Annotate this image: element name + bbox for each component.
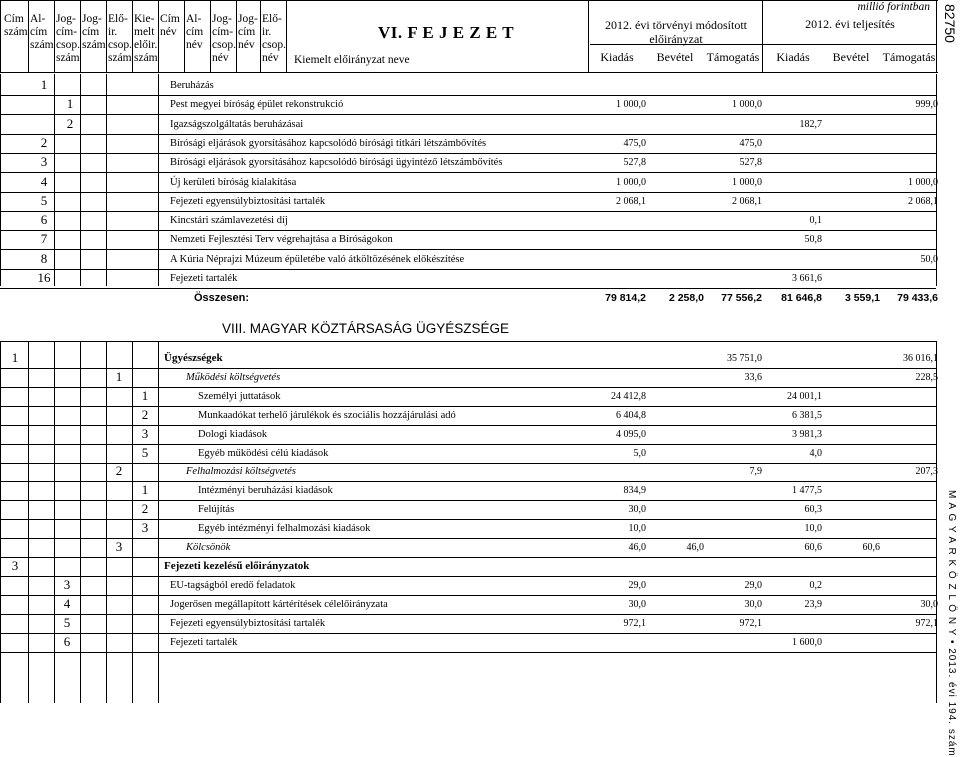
cell-value: 475,0 [623,137,646,149]
group-rule [590,44,936,45]
row-label: Beruházás [170,80,214,91]
cell-value: 1 000,0 [732,99,762,111]
row-index: 4 [40,173,48,189]
row-rule [0,595,936,596]
row-label: Pest megyei bíróság épület rekonstrukció [170,99,344,111]
cell-value: 10,0 [804,523,822,535]
row-index: 1 [11,350,19,365]
row-index: 1 [141,482,149,498]
cell-value: 7,9 [749,466,762,478]
row-label: EU-tagságból eredő feladatok [170,579,296,591]
cell-value: 972,1 [623,617,646,629]
cell-value: 36 016,1 [903,353,938,364]
cell-value: 24 001,1 [787,390,822,402]
cell-value: 60,3 [804,504,822,516]
row-index: 1 [115,368,123,384]
cell-value: 29,0 [744,579,762,591]
cell-value: 527,8 [623,157,646,169]
header-col-label: Elő- ir. csop. szám [108,13,132,64]
cell-value: 60,6 [804,542,822,553]
row-index: 3 [115,539,123,554]
row-label: Bírósági eljárások gyorsításához kapcsolódó bírósági titkári létszámbővítés [170,137,487,149]
row-label: Dologi kiadások [198,428,268,440]
total-value: 81 646,8 [781,292,822,304]
cell-value: 46,0 [628,542,646,553]
column-rule [106,0,107,72]
row-label: Kincstári számlavezetési díj [170,215,288,227]
cell-value: 207,3 [915,466,938,478]
cell-value: 0,2 [809,579,822,591]
header-col-label: Kie- melt előir. szám [134,13,158,64]
cell-value: 4 095,0 [616,428,646,440]
cell-value: 30,0 [628,598,646,610]
row-label: Működési költségvetés [186,371,281,383]
cell-value: 50,0 [920,253,938,265]
column-rule [132,0,133,72]
side-journal-text: M A G Y A R K Ö Z L Ö N Y • 2013. évi 194. szám [946,490,957,757]
column-rule [106,341,107,703]
row-index: 3 [40,154,48,170]
cell-value: 2 068,1 [732,195,762,207]
header-col-label: Al- cím név [186,13,204,51]
cell-value: 2 068,1 [908,195,938,207]
row-index: 7 [40,231,48,247]
row-rule [0,153,936,154]
row-label: A Kúria Néprajzi Múzeum épületébe való átköltözésének előkészítése [170,253,465,265]
column-rule [158,0,159,72]
column-rule [28,0,29,72]
row-index: 3 [63,576,71,592]
cell-value: 527,8 [739,157,762,169]
page-number: 82750 [942,4,958,43]
header-col-label: Elő- ir. csop. név [262,13,286,64]
row-rule [0,444,936,445]
total-label: Összesen: [194,292,250,304]
cell-value: 1 600,0 [792,636,822,648]
cell-value: 972,1 [739,617,762,629]
column-rule [80,341,81,703]
row-rule [0,288,936,289]
row-rule [0,557,936,558]
row-label: Ügyészségek [164,352,223,364]
cell-value: 834,9 [623,485,646,497]
cell-value: 3 981,3 [792,428,822,440]
row-index: 1 [66,96,74,112]
row-rule [0,114,936,115]
cell-value: 6 404,8 [616,409,646,421]
row-rule [0,406,936,407]
unit-label: millió forintban [857,1,930,13]
row-index: 4 [63,595,71,611]
row-label: Egyéb működési célú kiadások [198,447,329,459]
cell-value: 30,0 [920,598,938,610]
row-label: Intézményi beruházási kiadások [198,485,333,497]
row-rule [0,633,936,634]
row-label: Személyi juttatások [198,390,281,402]
cell-value: 5,0 [633,447,646,459]
row-index: 3 [141,425,149,441]
row-index: 6 [63,633,71,649]
cell-value: 1 000,0 [616,99,646,111]
row-label: Fejezeti egyensúlybiztosítási tartalék [170,617,326,629]
sub-header-label: Támogatás [882,50,936,64]
row-label: Fejezeti tartalék [170,273,238,284]
row-index: 3 [141,520,149,536]
row-rule [0,230,936,231]
row-label: Felújítás [198,504,235,516]
row-index: 2 [66,115,74,131]
row-index: 2 [141,406,149,422]
cell-value: 60,6 [862,542,880,553]
row-rule [0,368,936,369]
column-rule [588,0,589,72]
row-rule [0,249,936,250]
row-rule [0,387,936,388]
column-rule [28,341,29,703]
section-title: VIII. MAGYAR KÖZTÁRSASÁG ÜGYÉSZSÉGE [222,321,510,336]
row-label: Egyéb intézményi felhalmozási kiadások [198,523,371,535]
column-rule [54,0,55,72]
header-col-label: Al- cím szám [30,13,54,51]
row-label: Új kerületi bíróság kialakítása [170,176,297,188]
column-rule [184,0,185,72]
column-rule [80,74,81,286]
row-index: 2 [40,134,48,150]
row-label: Kölcsönök [186,542,231,553]
row-label: Igazságszolgáltatás beruházásai [170,118,304,130]
cell-value: 1 000,0 [908,176,938,188]
section-top-rule [0,341,936,342]
row-rule [0,269,936,270]
cell-value: 2 068,1 [616,195,646,207]
column-rule [236,0,237,72]
row-index: 5 [63,614,71,630]
header-col-label: Jog- cím szám [82,13,106,51]
column-rule [158,341,159,703]
column-rule [54,74,55,286]
sub-header-label: Bevétel [832,50,870,64]
row-rule [0,134,936,135]
column-rule [260,0,261,72]
cell-value: 23,9 [804,598,822,610]
column-rule [80,0,81,72]
header-col-label: Jog- cím- csop. szám [56,13,80,64]
cell-value: 999,0 [915,99,938,111]
row-rule [0,500,936,501]
cell-value: 46,0 [686,542,704,553]
cell-value: 10,0 [628,523,646,535]
row-index: 6 [40,212,48,228]
sub-header-label: Kiadás [600,50,634,64]
column-rule [106,74,107,286]
column-rule [0,0,1,72]
row-rule [0,95,936,96]
group1-label: 2012. évi törvényi módosított előirányzat [605,18,747,46]
total-value: 77 556,2 [721,292,762,304]
row-index: 5 [141,444,149,460]
row-rule [0,614,936,615]
row-index: 3 [11,557,19,573]
row-label: Jogerősen megállapított kártérítések célelőirányzata [170,598,388,610]
group2-label: 2012. évi teljesítés [805,17,895,31]
sub-header-label: Támogatás [706,50,760,64]
row-label: Fejezeti kezelésű előirányzatok [164,559,310,572]
top-rule [0,0,938,1]
cell-value: 228,5 [915,371,938,383]
column-rule [132,341,133,703]
column-rule [0,341,1,703]
total-value: 3 559,1 [844,292,880,304]
column-rule [0,74,1,286]
row-rule [0,538,936,539]
kiemelt-label: Kiemelt előirányzat neve [294,54,410,66]
row-label: Nemzeti Fejlesztési Terv végrehajtása a Bíróságokon [170,234,393,246]
sub-header-label: Bevétel [656,50,694,64]
row-index: 1 [141,387,149,403]
cell-value: 30,0 [628,504,646,516]
column-rule [210,0,211,72]
row-rule [0,519,936,520]
row-rule [0,425,936,426]
header-col-label: Cím név [160,13,180,38]
row-index: 16 [37,270,51,285]
row-rule [0,172,936,173]
cell-value: 0,1 [809,215,822,227]
row-index: 2 [141,501,149,517]
column-rule [936,0,937,72]
cell-value: 6 381,5 [792,409,822,421]
header-bottom-rule [0,72,938,73]
cell-value: 50,8 [804,234,822,246]
cell-value: 24 412,8 [611,390,646,402]
cell-value: 1 477,5 [792,485,822,497]
cell-value: 4,0 [809,447,822,459]
row-label: Bírósági eljárások gyorsításához kapcsolódó bírósági ügyintéző létszámbővítés [170,157,503,169]
row-rule [0,481,936,482]
row-rule [0,652,936,653]
header-col-label: Jog- cím név [238,13,258,51]
row-label: Felhalmozási költségvetés [186,466,296,478]
total-value: 79 814,2 [605,292,646,304]
row-rule [0,576,936,577]
cell-value: 29,0 [628,579,646,591]
sub-header-label: Kiadás [776,50,810,64]
row-label: Fejezeti tartalék [170,636,238,648]
column-rule [158,74,159,286]
total-value: 79 433,6 [897,292,938,304]
row-index: 2 [115,463,123,479]
column-rule [54,341,55,703]
cell-value: 3 661,6 [792,273,822,284]
cell-value: 1 000,0 [732,176,762,188]
row-label: Munkaadókat terhelő járulékok és szociális hozzájárulási adó [198,409,456,421]
cell-value: 35 751,0 [727,353,762,364]
column-rule [762,0,763,72]
column-rule [286,0,287,72]
row-index: 8 [40,250,48,266]
cell-value: 33,6 [744,371,762,383]
column-rule [936,341,937,703]
cell-value: 1 000,0 [616,176,646,188]
row-label: Fejezeti egyensúlybiztosítási tartalék [170,195,326,207]
header-col-label: Jog- cím- csop. név [212,13,236,64]
row-rule [0,463,936,464]
header-col-label: Cím szám [4,13,28,38]
cell-value: 30,0 [744,598,762,610]
cell-value: 182,7 [799,118,822,130]
total-value: 2 258,0 [668,292,704,304]
cell-value: 475,0 [739,137,762,149]
chapter-title: VI. F E J E Z E T [378,23,515,42]
row-rule [0,211,936,212]
cell-value: 972,1 [915,617,938,629]
row-index: 5 [40,192,48,208]
row-rule [0,192,936,193]
row-index: 1 [40,77,48,92]
